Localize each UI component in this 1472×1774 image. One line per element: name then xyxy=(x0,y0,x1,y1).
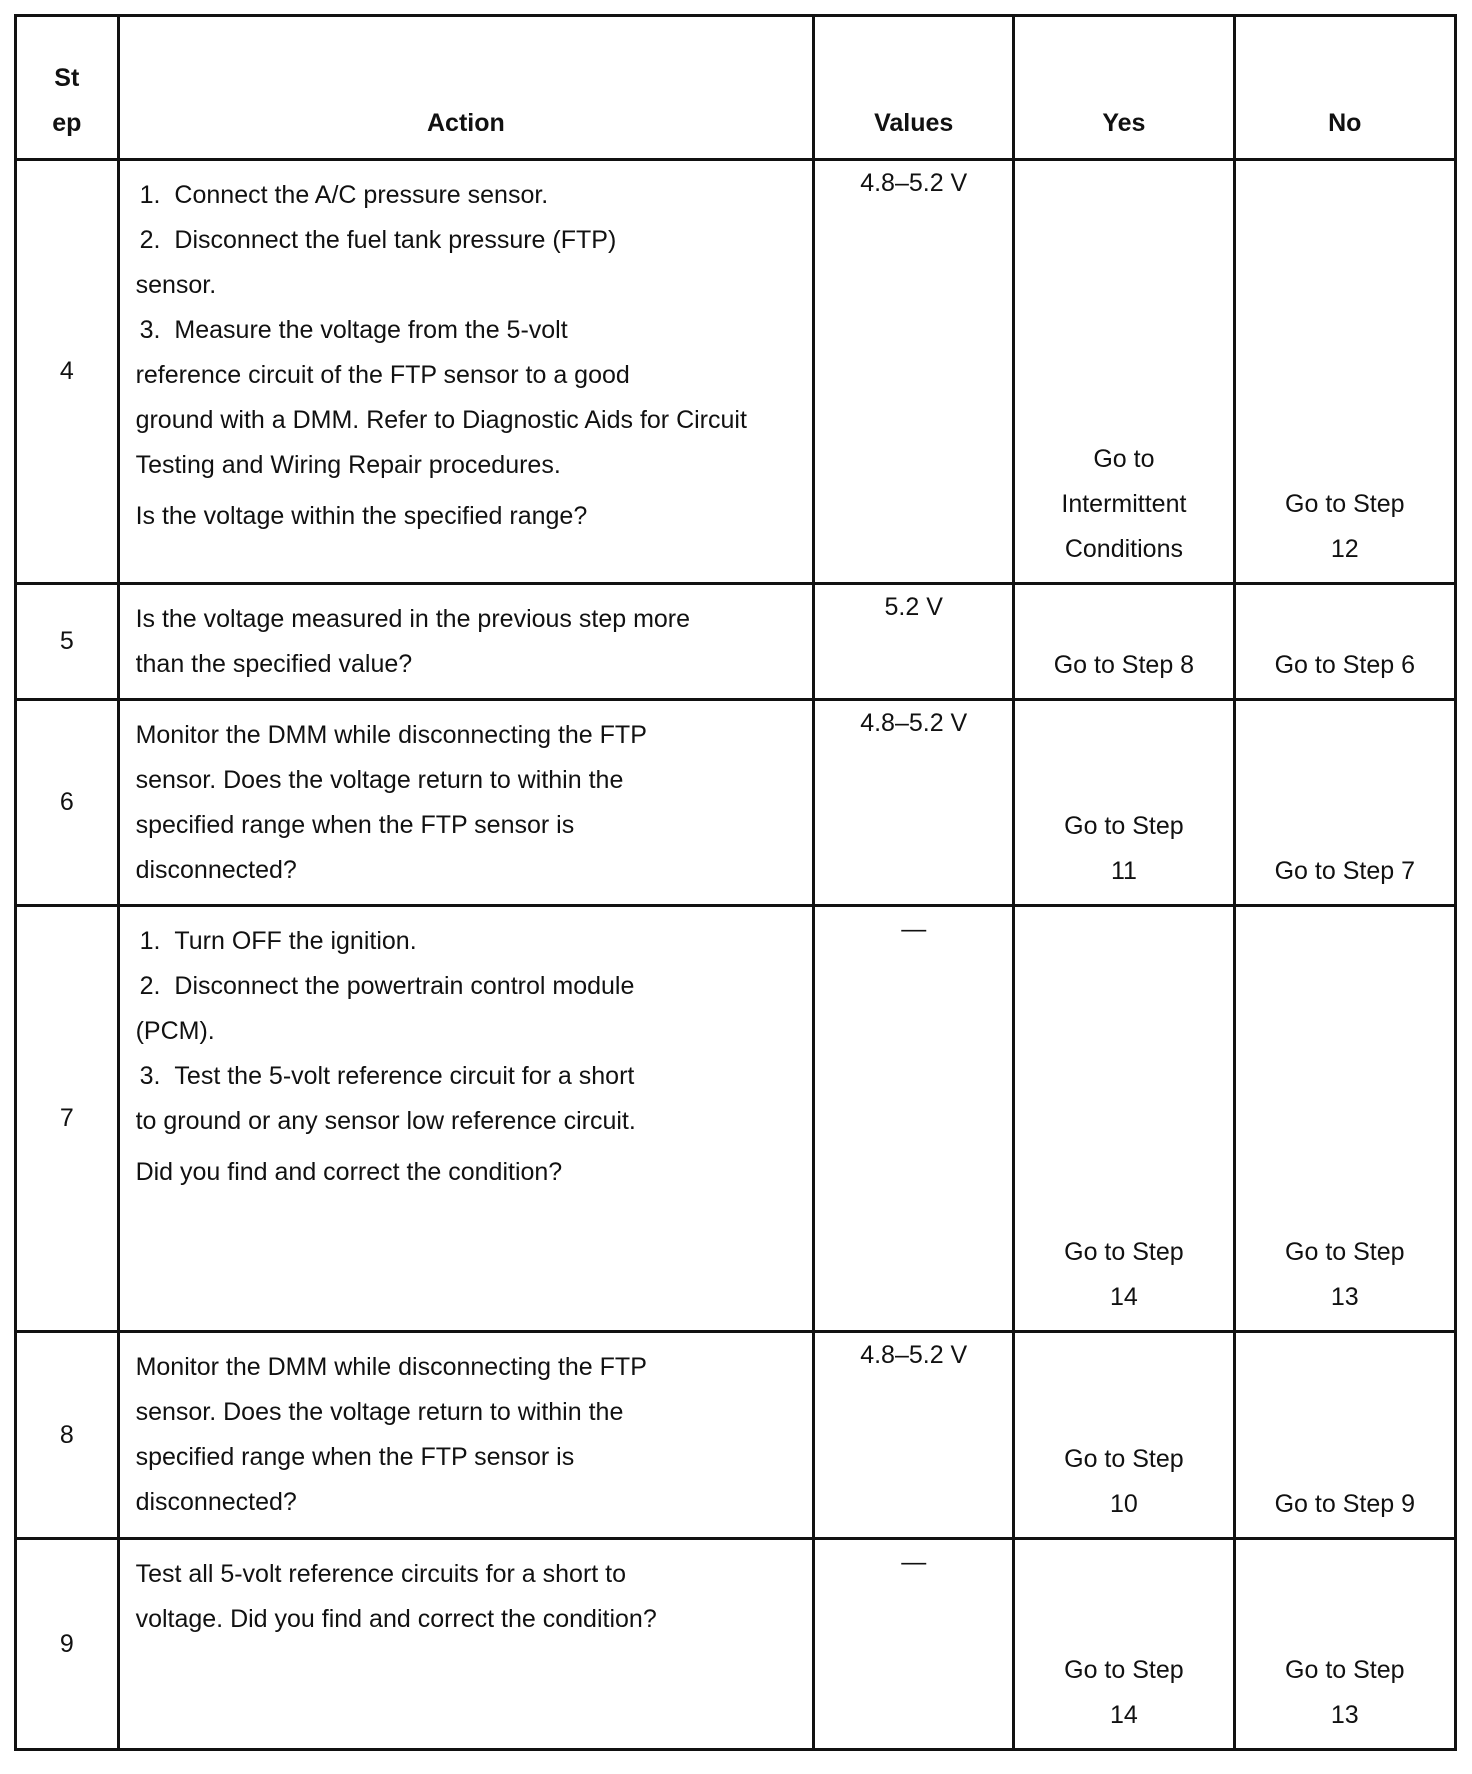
header-row xyxy=(16,16,1456,160)
action-text: Connect the A/C pressure sensor. xyxy=(174,181,549,209)
value-cell xyxy=(814,1332,1014,1539)
action-text: Testing and Wiring Repair procedures. xyxy=(135,451,561,479)
no-text: Go to Step xyxy=(1285,1656,1405,1684)
action-text: Turn OFF the ignition. xyxy=(174,927,417,955)
table-row xyxy=(16,906,1456,1332)
yes-cell xyxy=(1014,906,1234,1332)
action-line xyxy=(136,1552,805,1597)
action-line xyxy=(136,1054,805,1099)
action-line xyxy=(136,1390,805,1435)
yes-text: 11 xyxy=(1110,857,1137,885)
action-line xyxy=(136,848,805,893)
action-step-number: 1. xyxy=(139,181,161,209)
action-text: Measure the voltage from the 5-volt xyxy=(174,316,568,344)
yes-text: 10 xyxy=(1110,1490,1138,1518)
step-number: 8 xyxy=(16,1332,119,1539)
yes-text: Go to Step xyxy=(1064,1656,1184,1684)
action-text: sensor. xyxy=(135,271,217,299)
no-text: Go to Step xyxy=(1285,1238,1405,1266)
no-cell xyxy=(1234,700,1455,906)
action-text: (PCM). xyxy=(135,1017,215,1045)
action-text: Test all 5-volt reference circuits for a short to xyxy=(135,1560,627,1588)
no-text: Go to Step 9 xyxy=(1274,1490,1415,1518)
no-text: Go to Step 7 xyxy=(1274,857,1415,885)
action-step-number: 1. xyxy=(139,927,161,955)
action-line xyxy=(136,218,805,263)
action-line xyxy=(136,1435,805,1480)
step-number: 5 xyxy=(16,584,119,700)
header-step-line1: St xyxy=(54,64,80,92)
value-text: 5.2 V xyxy=(884,593,943,621)
yes-cell xyxy=(1014,584,1234,700)
yes-text: 14 xyxy=(1110,1283,1138,1311)
action-text: ground with a DMM. Refer to Diagnostic Aids for Circuit xyxy=(135,406,747,434)
yes-cell xyxy=(1014,1332,1234,1539)
header-step-line2: ep xyxy=(52,109,82,137)
action-line xyxy=(136,597,805,642)
action-step-number: 3. xyxy=(139,1062,161,1090)
yes-text: Conditions xyxy=(1064,535,1183,563)
action-text: Monitor the DMM while disconnecting the FTP xyxy=(135,1353,647,1381)
header-step xyxy=(16,16,119,160)
header-yes: Yes xyxy=(1014,16,1234,160)
yes-text: Go to xyxy=(1093,445,1155,473)
table-row xyxy=(16,1332,1456,1539)
action-text: sensor. Does the voltage return to within the xyxy=(135,766,624,794)
action-line xyxy=(136,713,805,758)
value-cell xyxy=(814,584,1014,700)
value-cell xyxy=(814,700,1014,906)
action-line xyxy=(136,1009,805,1054)
value-text: 4.8–5.2 V xyxy=(860,1341,968,1369)
value-cell xyxy=(814,1539,1014,1750)
yes-cell xyxy=(1014,700,1234,906)
table-row xyxy=(16,700,1456,906)
header-values: Values xyxy=(814,16,1014,160)
action-question: Is the voltage within the specified range? xyxy=(135,502,588,530)
action-question: Did you find and correct the condition? xyxy=(135,1158,563,1186)
action-cell xyxy=(118,700,814,906)
action-cell xyxy=(118,1539,814,1750)
value-text: — xyxy=(901,1548,927,1576)
step-number: 6 xyxy=(16,700,119,906)
table-row xyxy=(16,1539,1456,1750)
no-cell xyxy=(1234,160,1455,584)
action-text: Test the 5-volt reference circuit for a short xyxy=(174,1062,635,1090)
table-body xyxy=(16,160,1456,1750)
action-cell xyxy=(118,160,814,584)
action-step-number: 3. xyxy=(139,316,161,344)
value-text: — xyxy=(901,915,927,943)
action-line xyxy=(136,308,805,353)
no-text: Go to Step xyxy=(1285,490,1405,518)
yes-text: Go to Step xyxy=(1064,812,1184,840)
step-number: 4 xyxy=(16,160,119,584)
action-line xyxy=(136,263,805,308)
value-cell xyxy=(814,160,1014,584)
step-number: 9 xyxy=(16,1539,119,1750)
yes-text: Go to Step 8 xyxy=(1053,651,1195,679)
action-text: Disconnect the powertrain control module xyxy=(174,972,635,1000)
action-text: disconnected? xyxy=(135,856,297,884)
action-line xyxy=(136,398,805,443)
action-text: specified range when the FTP sensor is xyxy=(135,811,575,839)
value-text: 4.8–5.2 V xyxy=(860,709,968,737)
yes-text: 14 xyxy=(1110,1701,1138,1729)
action-text: to ground or any sensor low reference circuit. xyxy=(135,1107,636,1135)
value-text: 4.8–5.2 V xyxy=(860,169,968,197)
value-cell xyxy=(814,906,1014,1332)
table-row xyxy=(16,584,1456,700)
action-line xyxy=(136,758,805,803)
action-text: specified range when the FTP sensor is xyxy=(135,1443,575,1471)
action-line xyxy=(136,1480,805,1525)
yes-text: Go to Step xyxy=(1064,1445,1184,1473)
no-text: 13 xyxy=(1330,1701,1359,1729)
action-step-number: 2. xyxy=(139,972,161,1000)
step-number: 7 xyxy=(16,906,119,1332)
action-line xyxy=(136,919,805,964)
action-step-number: 2. xyxy=(139,226,161,254)
no-text: 13 xyxy=(1330,1283,1359,1311)
no-cell xyxy=(1234,1539,1455,1750)
no-text: Go to Step 6 xyxy=(1274,651,1415,679)
action-text: Is the voltage measured in the previous step more xyxy=(135,605,691,633)
table-row xyxy=(16,160,1456,584)
diagnostic-table xyxy=(14,14,1457,1751)
action-text: Disconnect the fuel tank pressure (FTP) xyxy=(174,226,617,254)
no-cell xyxy=(1234,1332,1455,1539)
action-line xyxy=(136,173,805,218)
no-cell xyxy=(1234,906,1455,1332)
action-line xyxy=(136,443,805,488)
action-text: disconnected? xyxy=(135,1488,297,1516)
yes-text: Go to Step xyxy=(1064,1238,1184,1266)
action-text: reference circuit of the FTP sensor to a good xyxy=(135,361,630,389)
action-line xyxy=(136,1099,805,1144)
action-text: than the specified value? xyxy=(135,650,413,678)
action-text: sensor. Does the voltage return to within the xyxy=(135,1398,624,1426)
no-text: 12 xyxy=(1330,535,1359,563)
action-cell xyxy=(118,1332,814,1539)
no-cell xyxy=(1234,584,1455,700)
action-cell xyxy=(118,584,814,700)
yes-cell xyxy=(1014,1539,1234,1750)
action-line xyxy=(136,1597,805,1642)
action-text: Monitor the DMM while disconnecting the FTP xyxy=(135,721,647,749)
yes-cell xyxy=(1014,160,1234,584)
header-action: Action xyxy=(118,16,814,160)
header-no: No xyxy=(1234,16,1455,160)
action-line xyxy=(136,642,805,687)
action-cell xyxy=(118,906,814,1332)
action-line xyxy=(136,353,805,398)
action-text: voltage. Did you find and correct the condition? xyxy=(135,1605,657,1633)
action-line xyxy=(136,1345,805,1390)
action-line xyxy=(136,803,805,848)
action-line xyxy=(136,964,805,1009)
yes-text: Intermittent xyxy=(1061,490,1187,518)
